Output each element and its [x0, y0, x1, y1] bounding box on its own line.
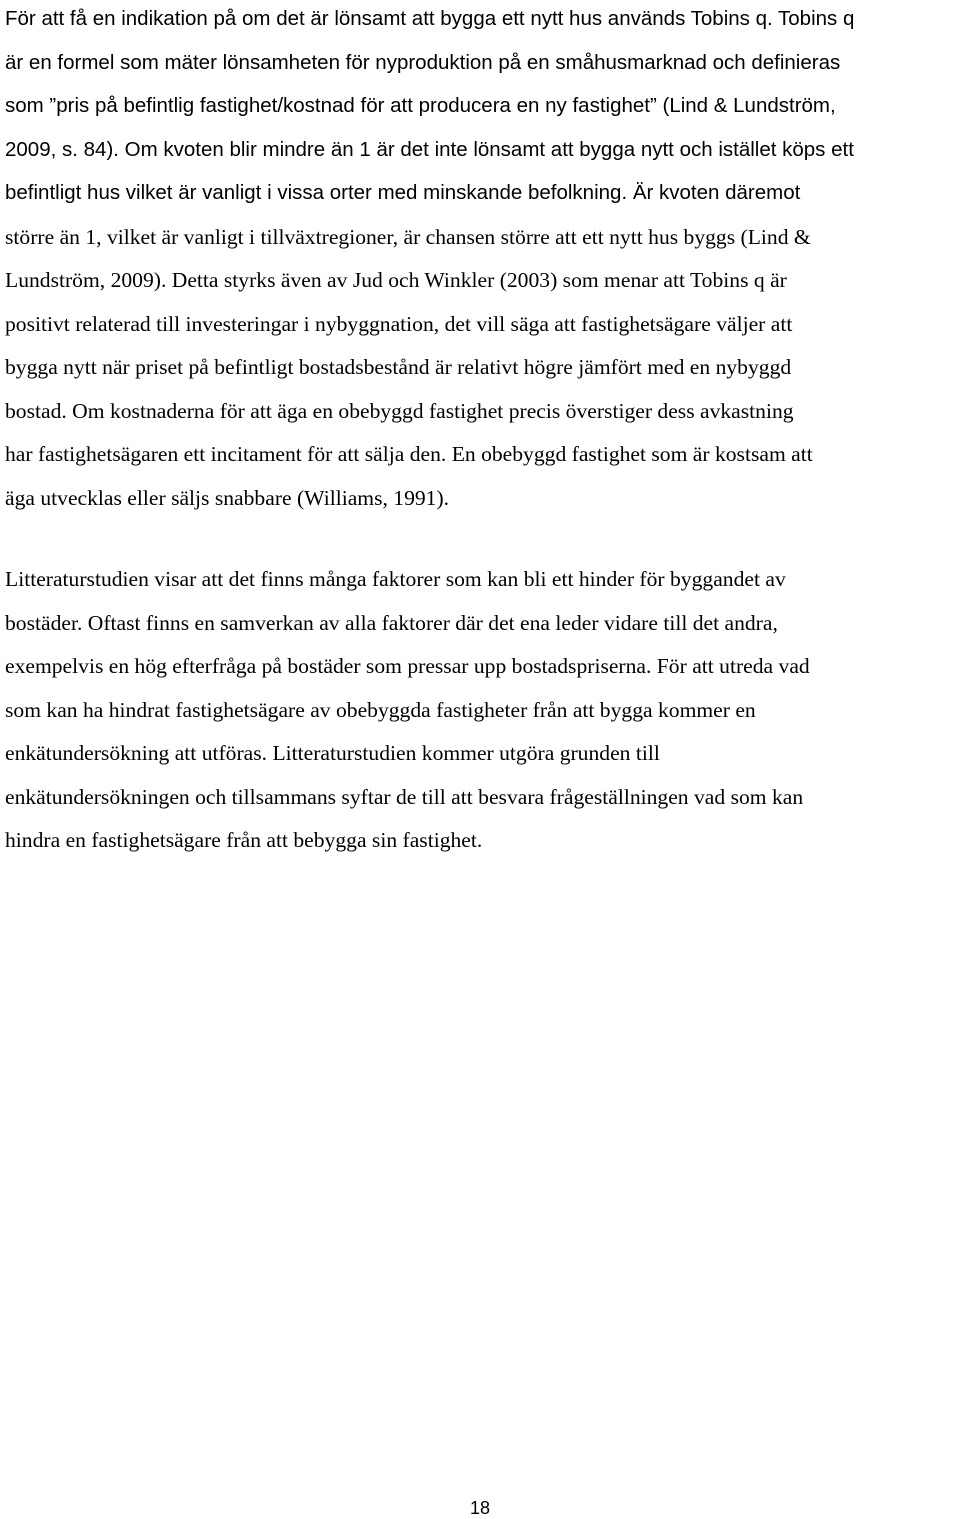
text-line: hindra en fastighetsägare från att bebygga sin fastighet.: [5, 828, 483, 852]
text-line: bygga nytt när priset på befintligt bostadsbestånd är relativt högre jämfört med en nybyggd: [5, 355, 792, 379]
text-line: bostad. Om kostnaderna för att äga en obebyggd fastighet precis överstiger dess avkastning: [5, 398, 794, 423]
text-line: enkätundersökningen och tillsammans syftar de till att besvara frågeställningen vad som kan: [5, 784, 804, 809]
text-line: har fastighetsägaren ett incitament för att sälja den. En obebyggd fastighet som är kostsam att: [5, 442, 813, 466]
text-line: För att få en indikation på om det är lönsamt att bygga ett nytt hus används Tobins q. Tobins q: [5, 7, 855, 30]
text-line: är en formel som mäter lönsamheten för nyproduktion på en småhusmarknad och definieras: [5, 50, 841, 74]
page-number: 18: [469, 1498, 491, 1518]
text-line: större än 1, vilket är vanligt i tillväxtregioner, är chansen större att ett nytt hus byggs (Lind &: [5, 224, 811, 249]
text-line: befintligt hus vilket är vanligt i vissa orter med minskande befolkning. Är kvoten däremot: [5, 181, 801, 204]
text-line: positivt relaterad till investeringar i nybyggnation, det vill säga att fastighetsägare väljer att: [5, 311, 793, 336]
text-line: 2009, s. 84). Om kvoten blir mindre än 1 är det inte lönsamt att bygga nytt och istället köps ett: [5, 137, 854, 161]
text-line: som ”pris på befintlig fastighet/kostnad för att producera en ny fastighet” (Lind & Lundström,: [5, 94, 836, 117]
text-line: enkätundersökning att utföras. Litteraturstudien kommer utgöra grunden till: [5, 741, 660, 765]
text-line: som kan ha hindrat fastighetsägare av obebyggda fastigheter från att bygga kommer en: [5, 697, 756, 722]
text-line: Litteraturstudien visar att det finns många faktorer som kan bli ett hinder för byggandet av: [5, 567, 786, 591]
text-line: äga utvecklas eller säljs snabbare (Williams, 1991).: [5, 485, 450, 510]
text-line: Lundström, 2009). Detta styrks även av Jud och Winkler (2003) som menar att Tobins q är: [5, 268, 787, 292]
text-line: bostäder. Oftast finns en samverkan av alla faktorer där det ena leder vidare till det andra,: [5, 610, 778, 635]
text-line: exempelvis en hög efterfråga på bostäder som pressar upp bostadspriserna. För att utreda vad: [5, 654, 810, 678]
